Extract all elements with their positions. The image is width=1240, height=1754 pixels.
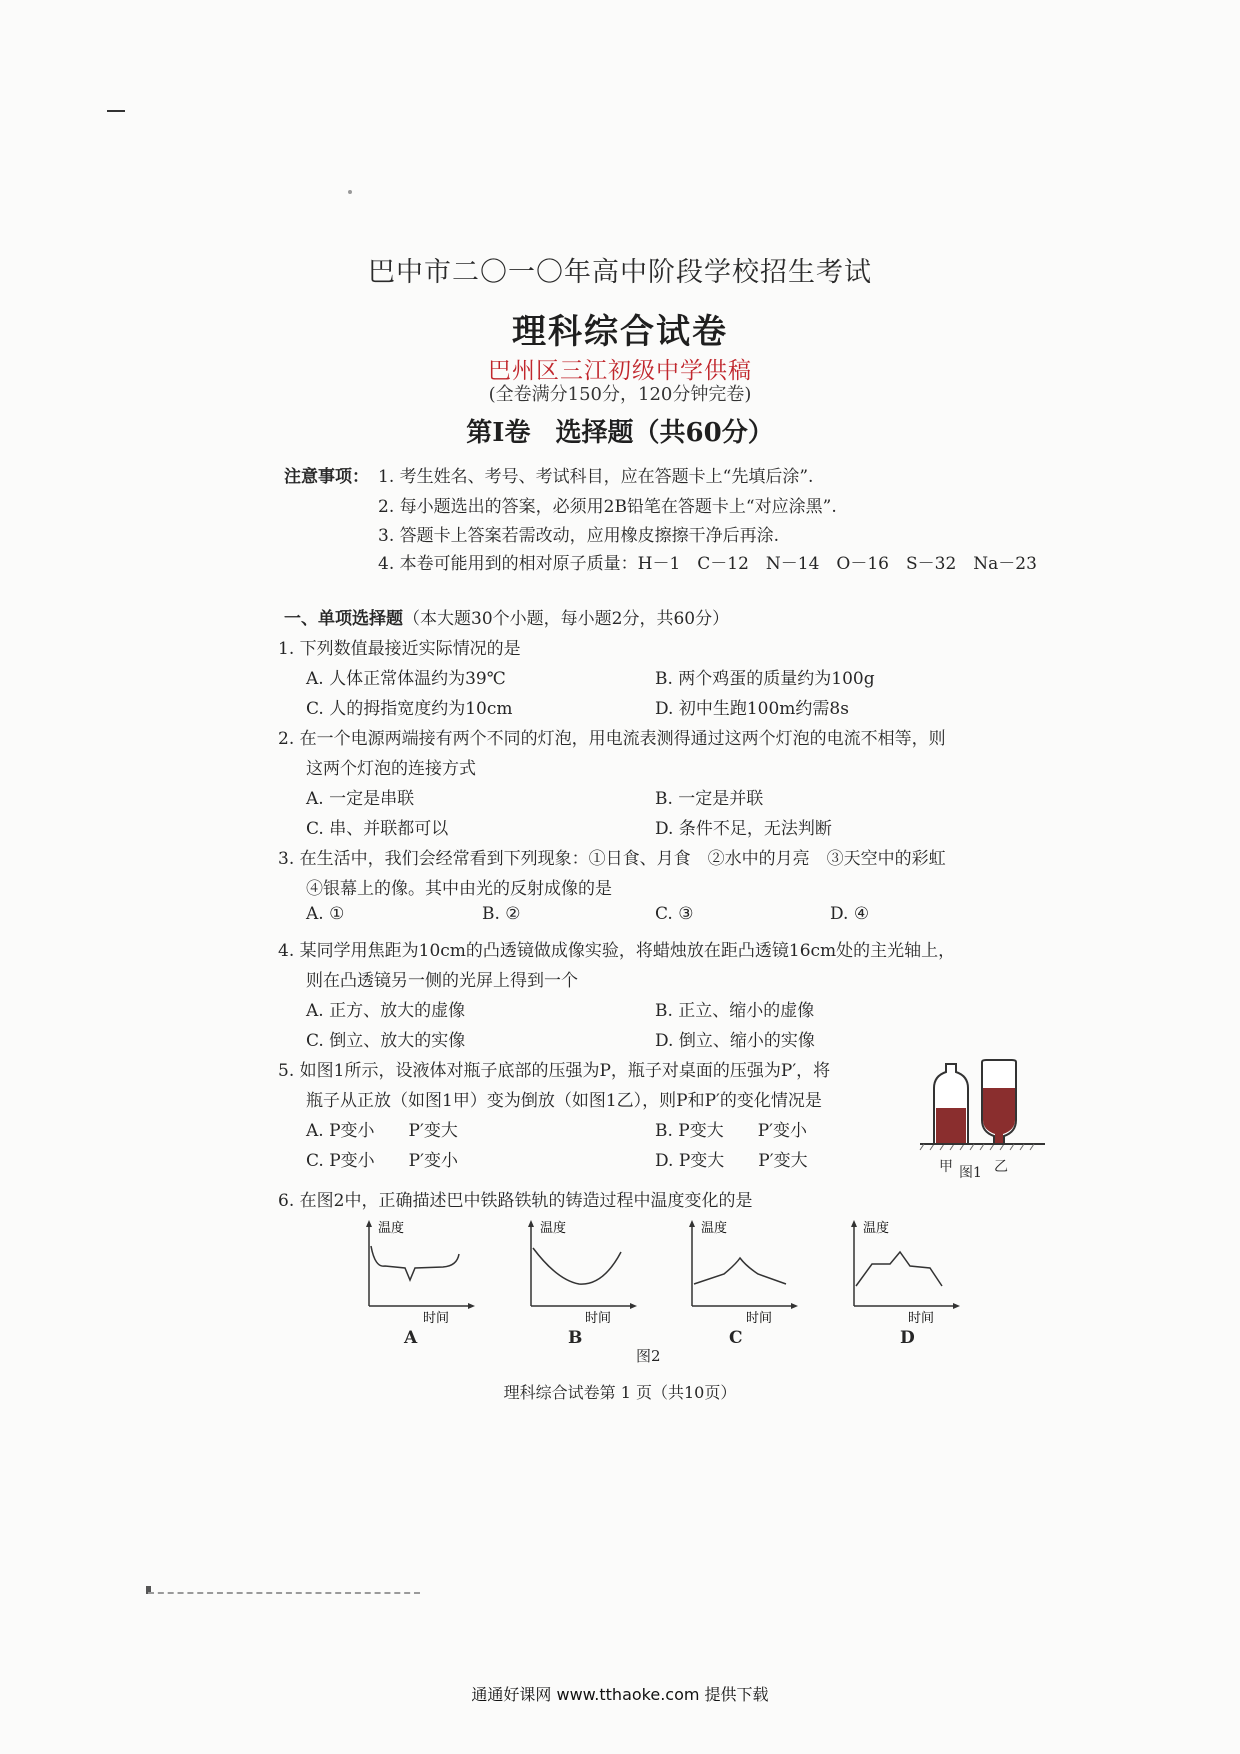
graph-d-letter: D: [900, 1328, 915, 1348]
question-2-stem: 2. 在一个电源两端接有两个不同的灯泡，用电流表测得通过这两个灯泡的电流不相等，则: [278, 729, 946, 749]
question-6-stem: 6. 在图2中，正确描述巴中铁路铁轨的铸造过程中温度变化的是: [278, 1191, 753, 1211]
graph-b-y-label: 温度: [540, 1221, 567, 1236]
graph-a-y-label: 温度: [378, 1221, 405, 1236]
question-2-option-d: D. 条件不足，无法判断: [655, 819, 832, 839]
question-2-stem-cont: 这两个灯泡的连接方式: [306, 759, 476, 779]
question-1-stem: 1. 下列数值最接近实际情况的是: [278, 639, 521, 659]
figure-2-caption: 图2: [636, 1347, 661, 1365]
graph-a-x-label: 时间: [423, 1311, 450, 1326]
score-note: (全卷满分150分，120分钟完卷): [488, 384, 752, 405]
part-heading-detail: （本大题30个小题，每小题2分，共60分）: [403, 609, 730, 629]
question-1-option-d: D. 初中生跑100m约需8s: [655, 699, 849, 719]
note-item: 4. 本卷可能用到的相对原子质量：H－1 C－12 N－14 O－16 S－32 Na－23: [378, 554, 1037, 574]
graph-c: [688, 1220, 800, 1326]
question-1-option-c: C. 人的拇指宽度约为10cm: [306, 699, 513, 719]
figure-1-caption: 图1: [959, 1165, 982, 1181]
graph-c-y-label: 温度: [701, 1221, 728, 1236]
question-4-option-d: D. 倒立、缩小的实像: [655, 1031, 815, 1051]
scan-dashed-line: [148, 1592, 420, 1594]
section-title-type: 选择题（共60分）: [555, 418, 774, 448]
graph-d-x-label: 时间: [908, 1311, 935, 1326]
graph-b-letter: B: [568, 1328, 583, 1348]
note-item: 2. 每小题选出的答案，必须用2B铅笔在答题卡上“对应涂黑”.: [378, 497, 837, 517]
graph-a: [365, 1220, 477, 1326]
question-1-option-b: B. 两个鸡蛋的质量约为100g: [655, 669, 875, 689]
note-item: 3. 答题卡上答案若需改动，应用橡皮擦擦干净后再涂.: [378, 526, 780, 546]
graph-a-letter: A: [404, 1328, 418, 1348]
question-3-option-a: A. ①: [306, 904, 345, 924]
question-5-stem: 5. 如图1所示，设液体对瓶子底部的压强为P，瓶子对桌面的压强为P′，将: [278, 1061, 831, 1081]
graph-c-letter: C: [729, 1328, 743, 1348]
contributor-line: 巴州区三江初级中学供稿: [488, 358, 752, 384]
paper-title: 理科综合试卷: [512, 312, 728, 352]
question-3-option-c: C. ③: [655, 904, 694, 924]
question-5-option-a: A. P变小 P′变大: [306, 1121, 458, 1141]
question-3-stem: 3. 在生活中，我们会经常看到下列现象：①日食、月食 ②水中的月亮 ③天空中的彩虹: [278, 849, 946, 869]
question-4-option-c: C. 倒立、放大的实像: [306, 1031, 466, 1051]
exam-title: 巴中市二〇一〇年高中阶段学校招生考试: [368, 257, 872, 288]
graph-c-x-label: 时间: [746, 1311, 773, 1326]
question-3-option-b: B. ②: [482, 904, 521, 924]
question-2-option-c: C. 串、并联都可以: [306, 819, 449, 839]
question-5-stem-cont: 瓶子从正放（如图1甲）变为倒放（如图1乙），则P和P′的变化情况是: [306, 1091, 822, 1111]
page-footer: 理科综合试卷第 1 页（共10页）: [503, 1383, 737, 1402]
graph-d-y-label: 温度: [863, 1221, 890, 1236]
question-1-option-a: A. 人体正常体温约为39℃: [306, 669, 506, 689]
question-2-option-a: A. 一定是串联: [306, 789, 415, 809]
question-4-stem-cont: 则在凸透镜另一侧的光屏上得到一个: [306, 971, 578, 991]
section-title: [0, 412, 1240, 449]
question-4-option-b: B. 正立、缩小的虚像: [655, 1001, 815, 1021]
question-3-stem-cont: ④银幕上的像。其中由光的反射成像的是: [306, 879, 612, 899]
scan-mark: [107, 110, 125, 112]
question-2-option-b: B. 一定是并联: [655, 789, 764, 809]
question-5-option-b: B. P变大 P′变小: [655, 1121, 808, 1141]
figure-1-label-yi: 乙: [994, 1159, 1008, 1175]
graph-b: [527, 1220, 639, 1326]
question-5-option-c: C. P变小 P′变小: [306, 1151, 458, 1171]
part-heading: [284, 604, 729, 629]
section-title-volume: 第Ⅰ卷: [466, 418, 531, 448]
part-heading-title: 一、单项选择题: [284, 609, 403, 629]
question-4-stem: 4. 某同学用焦距为10cm的凸透镜做成像实验，将蜡烛放在距凸透镜16cm处的主光轴上，: [278, 941, 956, 961]
site-credit: 通通好课网 www.tthaoke.com 提供下载: [471, 1685, 769, 1704]
question-3-option-d: D. ④: [830, 904, 870, 924]
notes-label: 注意事项：: [284, 467, 369, 487]
question-5-option-d: D. P变大 P′变大: [655, 1151, 808, 1171]
note-item: 1. 考生姓名、考号、考试科目，应在答题卡上“先填后涂”.: [378, 467, 814, 487]
figure-1-label-jia: 甲: [939, 1159, 953, 1175]
question-4-option-a: A. 正方、放大的虚像: [306, 1001, 466, 1021]
scan-speck: [348, 190, 352, 194]
graph-b-x-label: 时间: [585, 1311, 612, 1326]
graph-d: [850, 1220, 962, 1326]
